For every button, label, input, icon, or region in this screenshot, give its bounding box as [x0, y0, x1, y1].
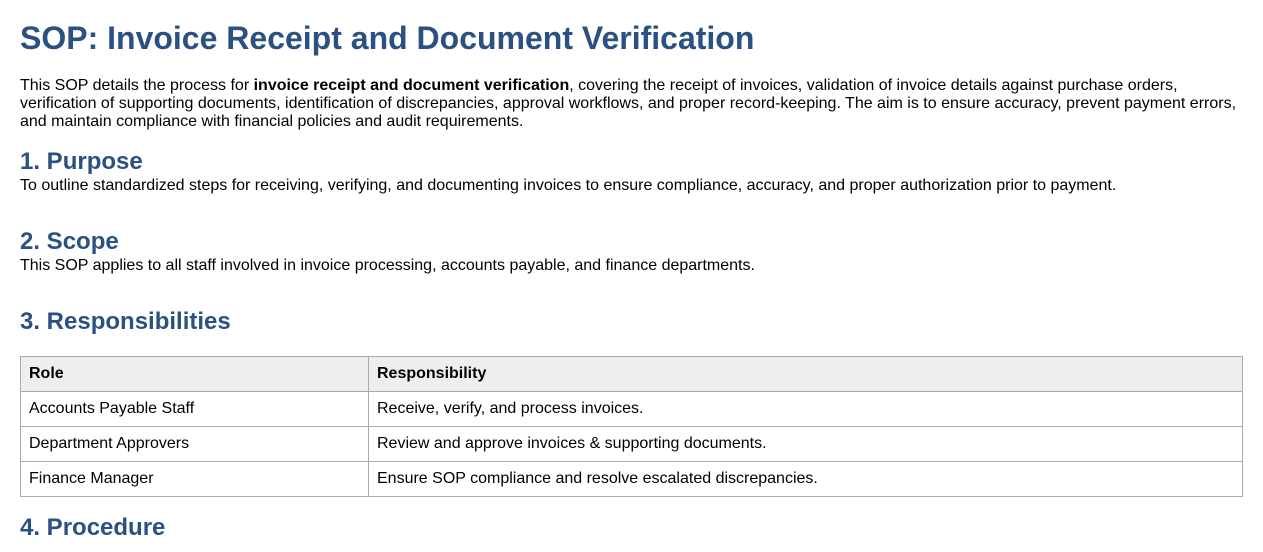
intro-suffix: , covering the receipt of invoices, validation of invoice details against purchase orders, verification of supporting documents, identification of discrepancies, approval workflows, and proper record-keeping. The aim is to ensure accuracy, prevent payment errors, and maintain compliance with financial policies and audit requirements. — [20, 77, 1237, 130]
purpose-text: To outline standardized steps for receiving, verifying, and documenting invoices to ensure compliance, accuracy, and proper authorization prior to payment. — [20, 177, 1117, 194]
responsibility-cell: Review and approve invoices & supporting documents. — [369, 427, 1243, 462]
table-row — [21, 427, 1243, 462]
responsibility-cell: Ensure SOP compliance and resolve escalated discrepancies. — [369, 462, 1243, 497]
intro-paragraph — [20, 77, 1243, 131]
document-title: SOP: Invoice Receipt and Document Verification — [20, 20, 755, 56]
section-heading-purpose: 1. Purpose — [20, 148, 143, 175]
table-row — [21, 462, 1243, 497]
scope-text: This SOP applies to all staff involved in invoice processing, accounts payable, and finance departments. — [20, 257, 755, 274]
table-row — [21, 392, 1243, 427]
role-cell: Accounts Payable Staff — [21, 392, 369, 427]
column-header-responsibility: Responsibility — [369, 357, 1243, 392]
column-header-role: Role — [21, 357, 369, 392]
table-header-row — [21, 357, 1243, 392]
responsibilities-table — [20, 356, 1243, 497]
role-cell: Department Approvers — [21, 427, 369, 462]
intro-prefix: This SOP details the process for — [20, 77, 254, 94]
section-heading-scope: 2. Scope — [20, 228, 119, 255]
section-heading-procedure: 4. Procedure — [20, 514, 166, 541]
role-cell: Finance Manager — [21, 462, 369, 497]
section-heading-responsibilities: 3. Responsibilities — [20, 308, 231, 335]
intro-bold: invoice receipt and document verification — [253, 77, 570, 94]
responsibility-cell: Receive, verify, and process invoices. — [369, 392, 1243, 427]
